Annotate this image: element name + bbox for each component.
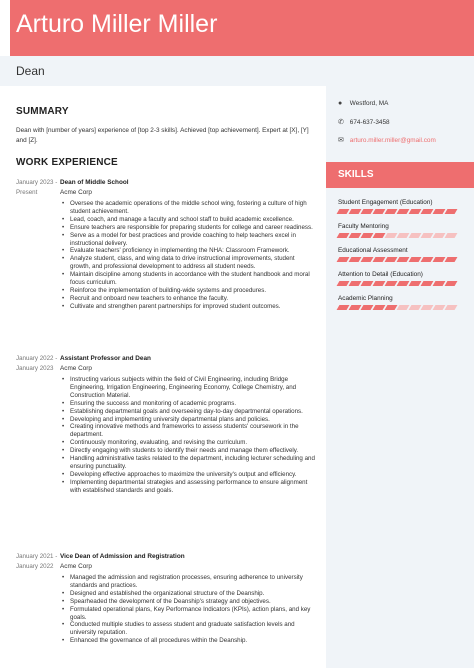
work-experience-heading: WORK EXPERIENCE bbox=[16, 157, 118, 168]
job-bullet: • Formulated operational plans, Key Performance Indicators (KPIs), action plans, and key goals. bbox=[60, 606, 316, 622]
job-bullets bbox=[60, 574, 316, 645]
job-bullets bbox=[60, 200, 316, 311]
contact-email[interactable] bbox=[338, 136, 436, 144]
job-dates: January 2023 - Present bbox=[16, 179, 58, 196]
job-bullet: • Analyze student, class, and wing data to drive instructional improvements, student growth, and professional development to address all student needs. bbox=[60, 255, 316, 271]
job-bullet: • Reinforce the implementation of building-wide systems and procedures. bbox=[60, 287, 316, 295]
contact-phone bbox=[338, 118, 390, 126]
contact-location bbox=[338, 100, 388, 107]
job-bullet: • Instructing various subjects within the field of Civil Engineering, including Bridge Engineering, Irrigation Engineering, Engineering Economy, College Chemistry, and Construction Material. bbox=[60, 376, 316, 400]
candidate-name: Arturo Miller Miller bbox=[16, 10, 218, 38]
job-bullet: • Implementing departmental strategies and assessing performance to ensure alignment with established standards and goals. bbox=[60, 479, 316, 495]
job-body bbox=[60, 354, 316, 495]
job-title: Dean bbox=[16, 64, 45, 78]
job-bullet: • Establishing departmental goals and overseeing day-to-day departmental operations. bbox=[60, 408, 316, 416]
skill-level-segment bbox=[445, 257, 458, 262]
summary-text: Dean with [number of years] experience of [top 2-3 skills]. Achieved [top achievement]. Expert at [X], [Y] and [Z]. bbox=[16, 127, 309, 144]
skill-item bbox=[338, 246, 468, 262]
header bbox=[0, 0, 474, 56]
job-bullet: • Directly engaging with students to identify their needs and manage them effectively. bbox=[60, 447, 316, 455]
job-bullet: • Enhanced the governance of all procedures within the Deanship. bbox=[60, 637, 316, 645]
skill-level-bar bbox=[338, 233, 468, 238]
skill-level-bar bbox=[338, 281, 468, 286]
job-bullet: • Ensuring the success and monitoring of academic programs. bbox=[60, 400, 316, 408]
job-dates: January 2022 - January 2023 bbox=[16, 355, 58, 372]
main-column bbox=[0, 86, 326, 668]
skill-name: Student Engagement (Education) bbox=[338, 199, 433, 206]
job-bullet: • Continuously monitoring, evaluating, and revising the curriculum. bbox=[60, 439, 316, 447]
job-bullets bbox=[60, 376, 316, 495]
job-bullet: • Ensure teachers are responsible for preparing students for college and career readiness. bbox=[60, 224, 316, 232]
job-bullet: • Spearheaded the development of the Deanship's strategy and objectives. bbox=[60, 598, 316, 606]
job-dates: January 2021 - January 2022 bbox=[16, 553, 58, 570]
job-bullet: • Evaluate teachers' proficiency in implementing the NHA: Classroom Framework. bbox=[60, 247, 316, 255]
skill-item bbox=[338, 270, 468, 286]
skill-name: Attention to Detail (Education) bbox=[338, 271, 423, 278]
skill-name: Academic Planning bbox=[338, 295, 393, 302]
job-bullet: • Recruit and onboard new teachers to enhance the faculty. bbox=[60, 295, 316, 303]
job-bullet: • Serve as a model for best practices and provide coaching to help teachers excel in instructional delivery. bbox=[60, 232, 316, 248]
phone-text: 674-637-3458 bbox=[349, 119, 390, 126]
skill-level-bar bbox=[338, 209, 468, 214]
email-icon: ✉ bbox=[338, 137, 344, 144]
job-company: Acme Corp bbox=[60, 188, 92, 196]
skill-item bbox=[338, 198, 468, 214]
job-bullet: • Developing effective approaches to maximize the university's output and efficiency. bbox=[60, 471, 316, 479]
job-bullet: • Handling administrative tasks related to the department, including lecturer scheduling and ensuring punctuality. bbox=[60, 455, 316, 471]
location-text: Westford, MA bbox=[349, 100, 389, 107]
job-body bbox=[60, 178, 316, 311]
job-role: Vice Dean of Admission and Registration bbox=[60, 553, 185, 560]
skill-item bbox=[338, 222, 468, 238]
job-bullet: • Cultivate and strengthen parent partnerships for improved student outcomes. bbox=[60, 303, 316, 311]
skills-heading: SKILLS bbox=[338, 169, 374, 180]
skill-name: Faculty Mentoring bbox=[338, 223, 389, 230]
job-title-bar bbox=[0, 56, 474, 86]
job-bullet: • Maintain discipline among students in accordance with the student handbook and moral focus curriculum. bbox=[60, 271, 316, 287]
email-link[interactable]: arturo.miller.miller@gmail.com bbox=[349, 137, 436, 144]
skill-level-bar bbox=[338, 257, 468, 262]
job-bullet: • Managed the admission and registration processes, ensuring adherence to university standards and practices. bbox=[60, 574, 316, 590]
skill-level-segment bbox=[445, 305, 458, 310]
location-pin-icon: ● bbox=[338, 100, 343, 107]
skill-level-segment bbox=[445, 281, 458, 286]
job-bullet: • Creating innovative methods and frameworks to assess students' coursework in the department. bbox=[60, 423, 316, 439]
skill-level-bar bbox=[338, 305, 468, 310]
skill-name: Educational Assessment bbox=[338, 247, 408, 254]
job-bullet: • Oversee the academic operations of the middle school wing, fostering a culture of high student achievement. bbox=[60, 200, 316, 216]
skill-level-segment bbox=[445, 233, 458, 238]
job-body bbox=[60, 552, 316, 645]
job-company: Acme Corp bbox=[60, 562, 92, 570]
skills-header bbox=[326, 162, 474, 188]
job-bullet: • Developing and implementing university departmental plans and policies. bbox=[60, 416, 316, 424]
job-bullet: • Conducted multiple studies to assess student and graduate satisfaction levels and university reputation. bbox=[60, 621, 316, 637]
sidebar bbox=[326, 86, 474, 668]
job-role: Assistant Professor and Dean bbox=[60, 355, 151, 362]
job-role: Dean of Middle School bbox=[60, 179, 129, 186]
summary-heading: SUMMARY bbox=[16, 106, 69, 117]
phone-icon: ✆ bbox=[338, 119, 344, 126]
skill-item bbox=[338, 294, 468, 310]
skill-level-segment bbox=[445, 209, 458, 214]
job-bullet: • Designed and established the organizational structure of the Deanship. bbox=[60, 590, 316, 598]
job-company: Acme Corp bbox=[60, 364, 92, 372]
job-bullet: • Lead, coach, and manage a faculty and school staff to build academic excellence. bbox=[60, 216, 316, 224]
